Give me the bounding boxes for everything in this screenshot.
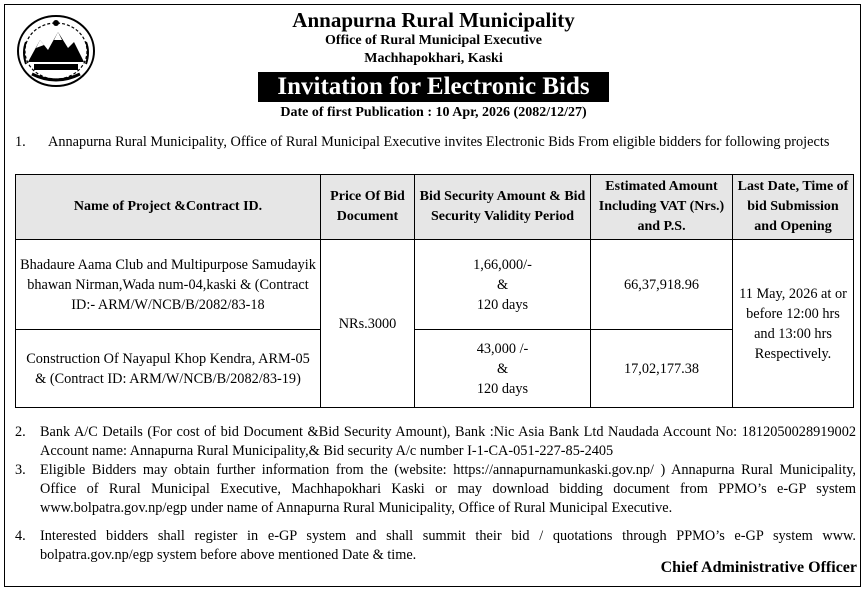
item-number: 3. (15, 462, 26, 478)
security-ampersand: & (496, 276, 509, 293)
estimated-amount-cell: 66,37,918.96 (591, 240, 733, 330)
item-text: Bank A/C Details (For cost of bid Document &Bid Security Amount), Bank :Nic Asia Bank Ltd Naudada Account No: 1812050028919002 Account name: Annapurna Rural Municipality,& Bid security A/c number I-1-CA-051-227-85-2405 (40, 424, 856, 459)
column-header: Estimated Amount Including VAT (Nrs.) and P.S. (591, 175, 733, 240)
project-name-cell: Construction Of Nayapul Khop Kendra, ARM-05 & (Contract ID: ARM/W/NCB/B/2082/83-19) (16, 330, 321, 408)
office-location: Machhapokhari, Kaski (364, 51, 503, 66)
item-number: 1. (15, 134, 26, 150)
bids-table (15, 174, 854, 408)
column-header: Last Date, Time of bid Submission and Opening (733, 175, 854, 240)
table-row (16, 240, 854, 330)
deadline-cell: 11 May, 2026 at or before 12:00 hrs and 13:00 hrs Respectively. (733, 240, 854, 408)
column-header: Bid Security Amount & Bid Security Validity Period (415, 175, 591, 240)
price-cell: NRs.3000 (321, 240, 415, 408)
signature-title: Chief Administrative Officer (660, 559, 857, 576)
bid-security-cell (415, 330, 591, 408)
item-text: Annapurna Rural Municipality, Office of Rural Municipal Executive invites Electronic Bids From eligible bidders for following projects (48, 134, 830, 150)
table-row (16, 330, 854, 408)
security-amount: 43,000 /- (476, 340, 529, 357)
item-number: 4. (15, 528, 26, 544)
estimated-amount-cell: 17,02,177.38 (591, 330, 733, 408)
notice-title-banner: Invitation for Electronic Bids (258, 72, 608, 102)
project-name-cell: Bhadaure Aama Club and Multipurpose Samudayik bhawan Nirman,Wada num-04,kaski & (Contract ID:- ARM/W/NCB/B/2082/83-18 (16, 240, 321, 330)
organization-name: Annapurna Rural Municipality (292, 8, 575, 32)
security-amount: 1,66,000/- (473, 256, 532, 273)
validity-period: 120 days (476, 296, 529, 313)
bid-security-cell (415, 240, 591, 330)
security-ampersand: & (496, 360, 509, 377)
validity-period: 120 days (476, 380, 529, 397)
item-number: 2. (15, 424, 26, 440)
item-text: Eligible Bidders may obtain further information from the (website: https://annapurnamunkaski.gov.np/ ) Annapurna Rural Municipality, Office of Rural Municipal Executive, Machhapokhari Kaski or may download bidding document from PPMO’s e-GP system www.bolpatra.gov.np/egp under name of Annapurna Rural Municipality, Office of Rural Municipal Executive. (40, 462, 856, 516)
office-name: Office of Rural Municipal Executive (325, 33, 542, 48)
column-header: Name of Project &Contract ID. (16, 175, 321, 240)
publication-date: Date of first Publication : 10 Apr, 2026 (2082/12/27) (280, 105, 587, 120)
column-header: Price Of Bid Document (321, 175, 415, 240)
notice-header (0, 8, 867, 122)
table-header-row (16, 175, 854, 240)
item-text: Interested bidders shall register in e-GP system and shall summit their bid / quotations through PPMO’s e-GP system www. bolpatra.gov.np/egp system before above mentioned Date & time. (40, 528, 856, 563)
